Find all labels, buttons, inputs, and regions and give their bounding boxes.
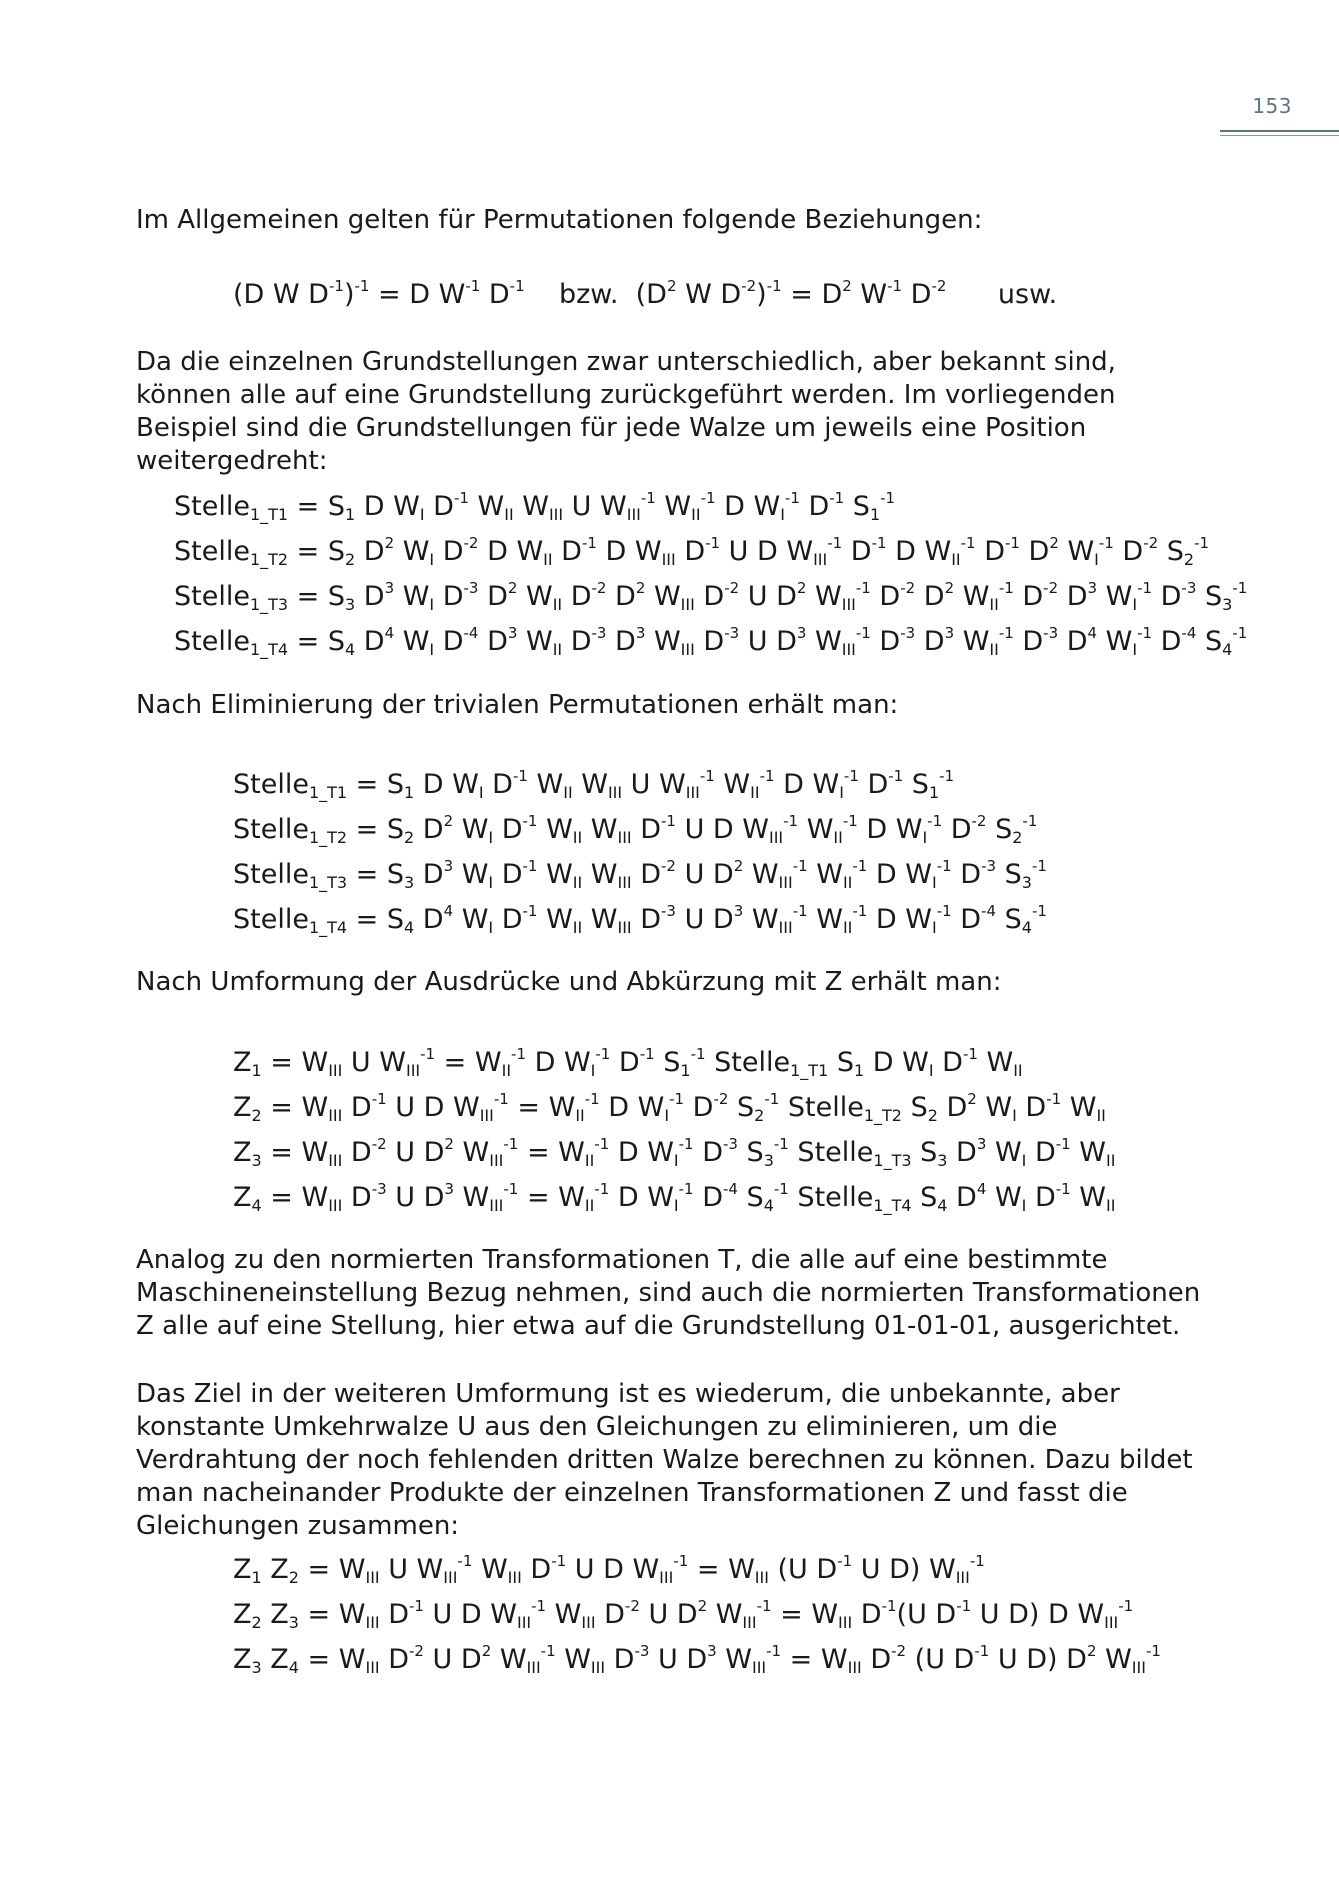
equation-line: (D W $D^{-1})^{-1} = D$ $W^{-1}$ $D^{-1}$ bzw. ($D^2$ W $D^{-2})^{-1} = D^2$ $W^{-1}$ $D^{-2}$ usw. — [233, 277, 1058, 310]
equation-line: $Z_3 = W_{III}$ $D^{-2}$ U $D^2$ $W_{III}^{-1} = W_{II}^{-1}$ D $W_I^{-1}$ $D^{-3}$ $S_3^{-1}$ Stelle$_{1\_T3}$ $S_3$ $D^3$ $W_I$ $D^{-1}$ $W_{II}$ — [233, 1135, 1116, 1170]
equation-line: Stelle$_{1\_T3}$ = $S_3$ $D^3$ $W_I$ $D^{-3}$ $D^2$ $W_{II}$ $D^{-2}$ $D^2$ $W_{III}$ $D^{-2}$ U $D^2$ $W_{III}^{-1}$ $D^{-2}$ $D^2$ $W_{II}^{-1}$ $D^{-2}$ $D^3$ $W_I^{-1}$ $D^{-3}$ $S_3^{-1}$ — [174, 579, 1248, 614]
header-rule-thin — [1220, 135, 1339, 136]
equation-block-z — [233, 1040, 1115, 1220]
equation-inverse-identity — [233, 272, 1057, 317]
equation-line: Stelle$_{1\_T2}$ = $S_2$ $D^2$ $W_I$ $D^{-2}$ D $W_{II}$ $D^{-1}$ D $W_{III}$ $D^{-1}$ U D $W_{III}^{-1}$ $D^{-1}$ D $W_{II}^{-1}$ $D^{-1}$ $D^2$ $W_I^{-1}$ $D^{-2}$ $S_2^{-1}$ — [174, 534, 1210, 569]
paragraph-grundstellungen: Da die einzelnen Grundstellungen zwar unterschiedlich, aber bekannt sind, können alle auf eine Grundstellung zurückgeführt werden. Im vorliegenden Beispiel sind die Grundstellungen für jede Walze um jeweils eine Position weitergedreht: — [136, 347, 1116, 476]
equation-line: Stelle$_{1\_T3}$ = $S_3$ $D^3$ $W_I$ $D^{-1}$ $W_{II}$ $W_{III}$ $D^{-2}$ U $D^2$ $W_{III}^{-1}$ $W_{II}^{-1}$ D $W_I^{-1}$ $D^{-3}$ $S_3^{-1}$ — [233, 857, 1047, 892]
equation-line: Stelle$_{1\_T2}$ = $S_2$ $D^2$ $W_I$ $D^{-1}$ $W_{II}$ $W_{III}$ $D^{-1}$ U D $W_{III}^{-1}$ $W_{II}^{-1}$ D $W_I^{-1}$ $D^{-2}$ $S_2^{-1}$ — [233, 812, 1038, 847]
paragraph-ziel: Das Ziel in der weiteren Umformung ist es wiederum, die unbekannte, aber konstante Umkehrwalze U aus den Gleichungen zu eliminieren, um die Verdrahtung der noch fehlenden dritten Walze berechnen zu können. Dazu bildet man nacheinander Produkte der einzelnen Transformationen Z und fasst die Gleichungen zusammen: — [136, 1379, 1193, 1541]
paragraph-umformung: Nach Umformung der Ausdrücke und Abkürzung mit Z erhält man: — [136, 967, 1002, 997]
equation-block-full — [174, 484, 1247, 664]
equation-line: Stelle$_{1\_T4}$ = $S_4$ $D^4$ $W_I$ $D^{-4}$ $D^3$ $W_{II}$ $D^{-3}$ $D^3$ $W_{III}$ $D^{-3}$ U $D^3$ $W_{III}^{-1}$ $D^{-3}$ $D^3$ $W_{II}^{-1}$ $D^{-3}$ $D^4$ $W_I^{-1}$ $D^{-4}$ $S_4^{-1}$ — [174, 624, 1248, 659]
page-number: 153 — [1252, 94, 1292, 118]
equation-block-products — [233, 1547, 1161, 1682]
paragraph-intro: Im Allgemeinen gelten für Permutationen folgende Beziehungen: — [136, 205, 983, 235]
equation-line: $Z_2 = W_{III}$ $D^{-1}$ U D $W_{III}^{-1} = W_{II}^{-1}$ D $W_I^{-1}$ $D^{-2}$ $S_2^{-1}$ Stelle$_{1\_T2}$ $S_2$ $D^2$ $W_I$ $D^{-1}$ $W_{II}$ — [233, 1090, 1106, 1125]
equation-line: $Z_3$ $Z_4 = W_{III}$ $D^{-2}$ U $D^2$ $W_{III}^{-1}$ $W_{III}$ $D^{-3}$ U $D^3$ $W_{III}^{-1} = W_{III}$ $D^{-2}$ (U $D^{-1}$ U D) $D^2$ $W_{III}^{-1}$ — [233, 1642, 1161, 1677]
equation-line: $Z_1$ $Z_2 = W_{III}$ U $W_{III}^{-1}$ $W_{III}$ $D^{-1}$ U D $W_{III}^{-1} = W_{III}$ (U $D^{-1}$ U D) $W_{III}^{-1}$ — [233, 1552, 985, 1587]
equation-line: Stelle$_{1\_T4}$ = $S_4$ $D^4$ $W_I$ $D^{-1}$ $W_{II}$ $W_{III}$ $D^{-3}$ U $D^3$ $W_{III}^{-1}$ $W_{II}^{-1}$ D $W_I^{-1}$ $D^{-4}$ $S_4^{-1}$ — [233, 902, 1047, 937]
equation-block-reduced — [233, 762, 1047, 942]
equation-line: $Z_2$ $Z_3 = W_{III}$ $D^{-1}$ U D $W_{III}^{-1}$ $W_{III}$ $D^{-2}$ U $D^2$ $W_{III}^{-1} = W_{III}$ $D^{-1}(U$ $D^{-1}$ U D) D $W_{III}^{-1}$ — [233, 1597, 1134, 1632]
header-rule — [1220, 130, 1339, 132]
equation-line: Stelle$_{1\_T1}$ = $S_1$ D $W_I$ $D^{-1}$ $W_{II}$ $W_{III}$ U $W_{III}^{-1}$ $W_{II}^{-1}$ D $W_I^{-1}$ $D^{-1}$ $S_1^{-1}$ — [174, 489, 896, 524]
equation-line: $Z_1 = W_{III}$ U $W_{III}^{-1} = W_{II}^{-1}$ D $W_I^{-1}$ $D^{-1}$ $S_1^{-1}$ Stelle$_{1\_T1}$ $S_1$ D $W_I$ $D^{-1}$ $W_{II}$ — [233, 1045, 1023, 1080]
equation-line: $Z_4 = W_{III}$ $D^{-3}$ U $D^3$ $W_{III}^{-1} = W_{II}^{-1}$ D $W_I^{-1}$ $D^{-4}$ $S_4^{-1}$ Stelle$_{1\_T4}$ $S_4$ $D^4$ $W_I$ $D^{-1}$ $W_{II}$ — [233, 1180, 1116, 1215]
paragraph-eliminierung: Nach Eliminierung der trivialen Permutationen erhält man: — [136, 690, 899, 720]
paragraph-analog: Analog zu den normierten Transformationen T, die alle auf eine bestimmte Maschineneinstellung Bezug nehmen, sind auch die normierten Transformationen Z alle auf eine Stellung, hier etwa auf die Grundstellung 01-01-01, ausgerichtet. — [136, 1245, 1201, 1341]
equation-line: Stelle$_{1\_T1}$ = $S_1$ D $W_I$ $D^{-1}$ $W_{II}$ $W_{III}$ U $W_{III}^{-1}$ $W_{II}^{-1}$ D $W_I^{-1}$ $D^{-1}$ $S_1^{-1}$ — [233, 767, 955, 802]
